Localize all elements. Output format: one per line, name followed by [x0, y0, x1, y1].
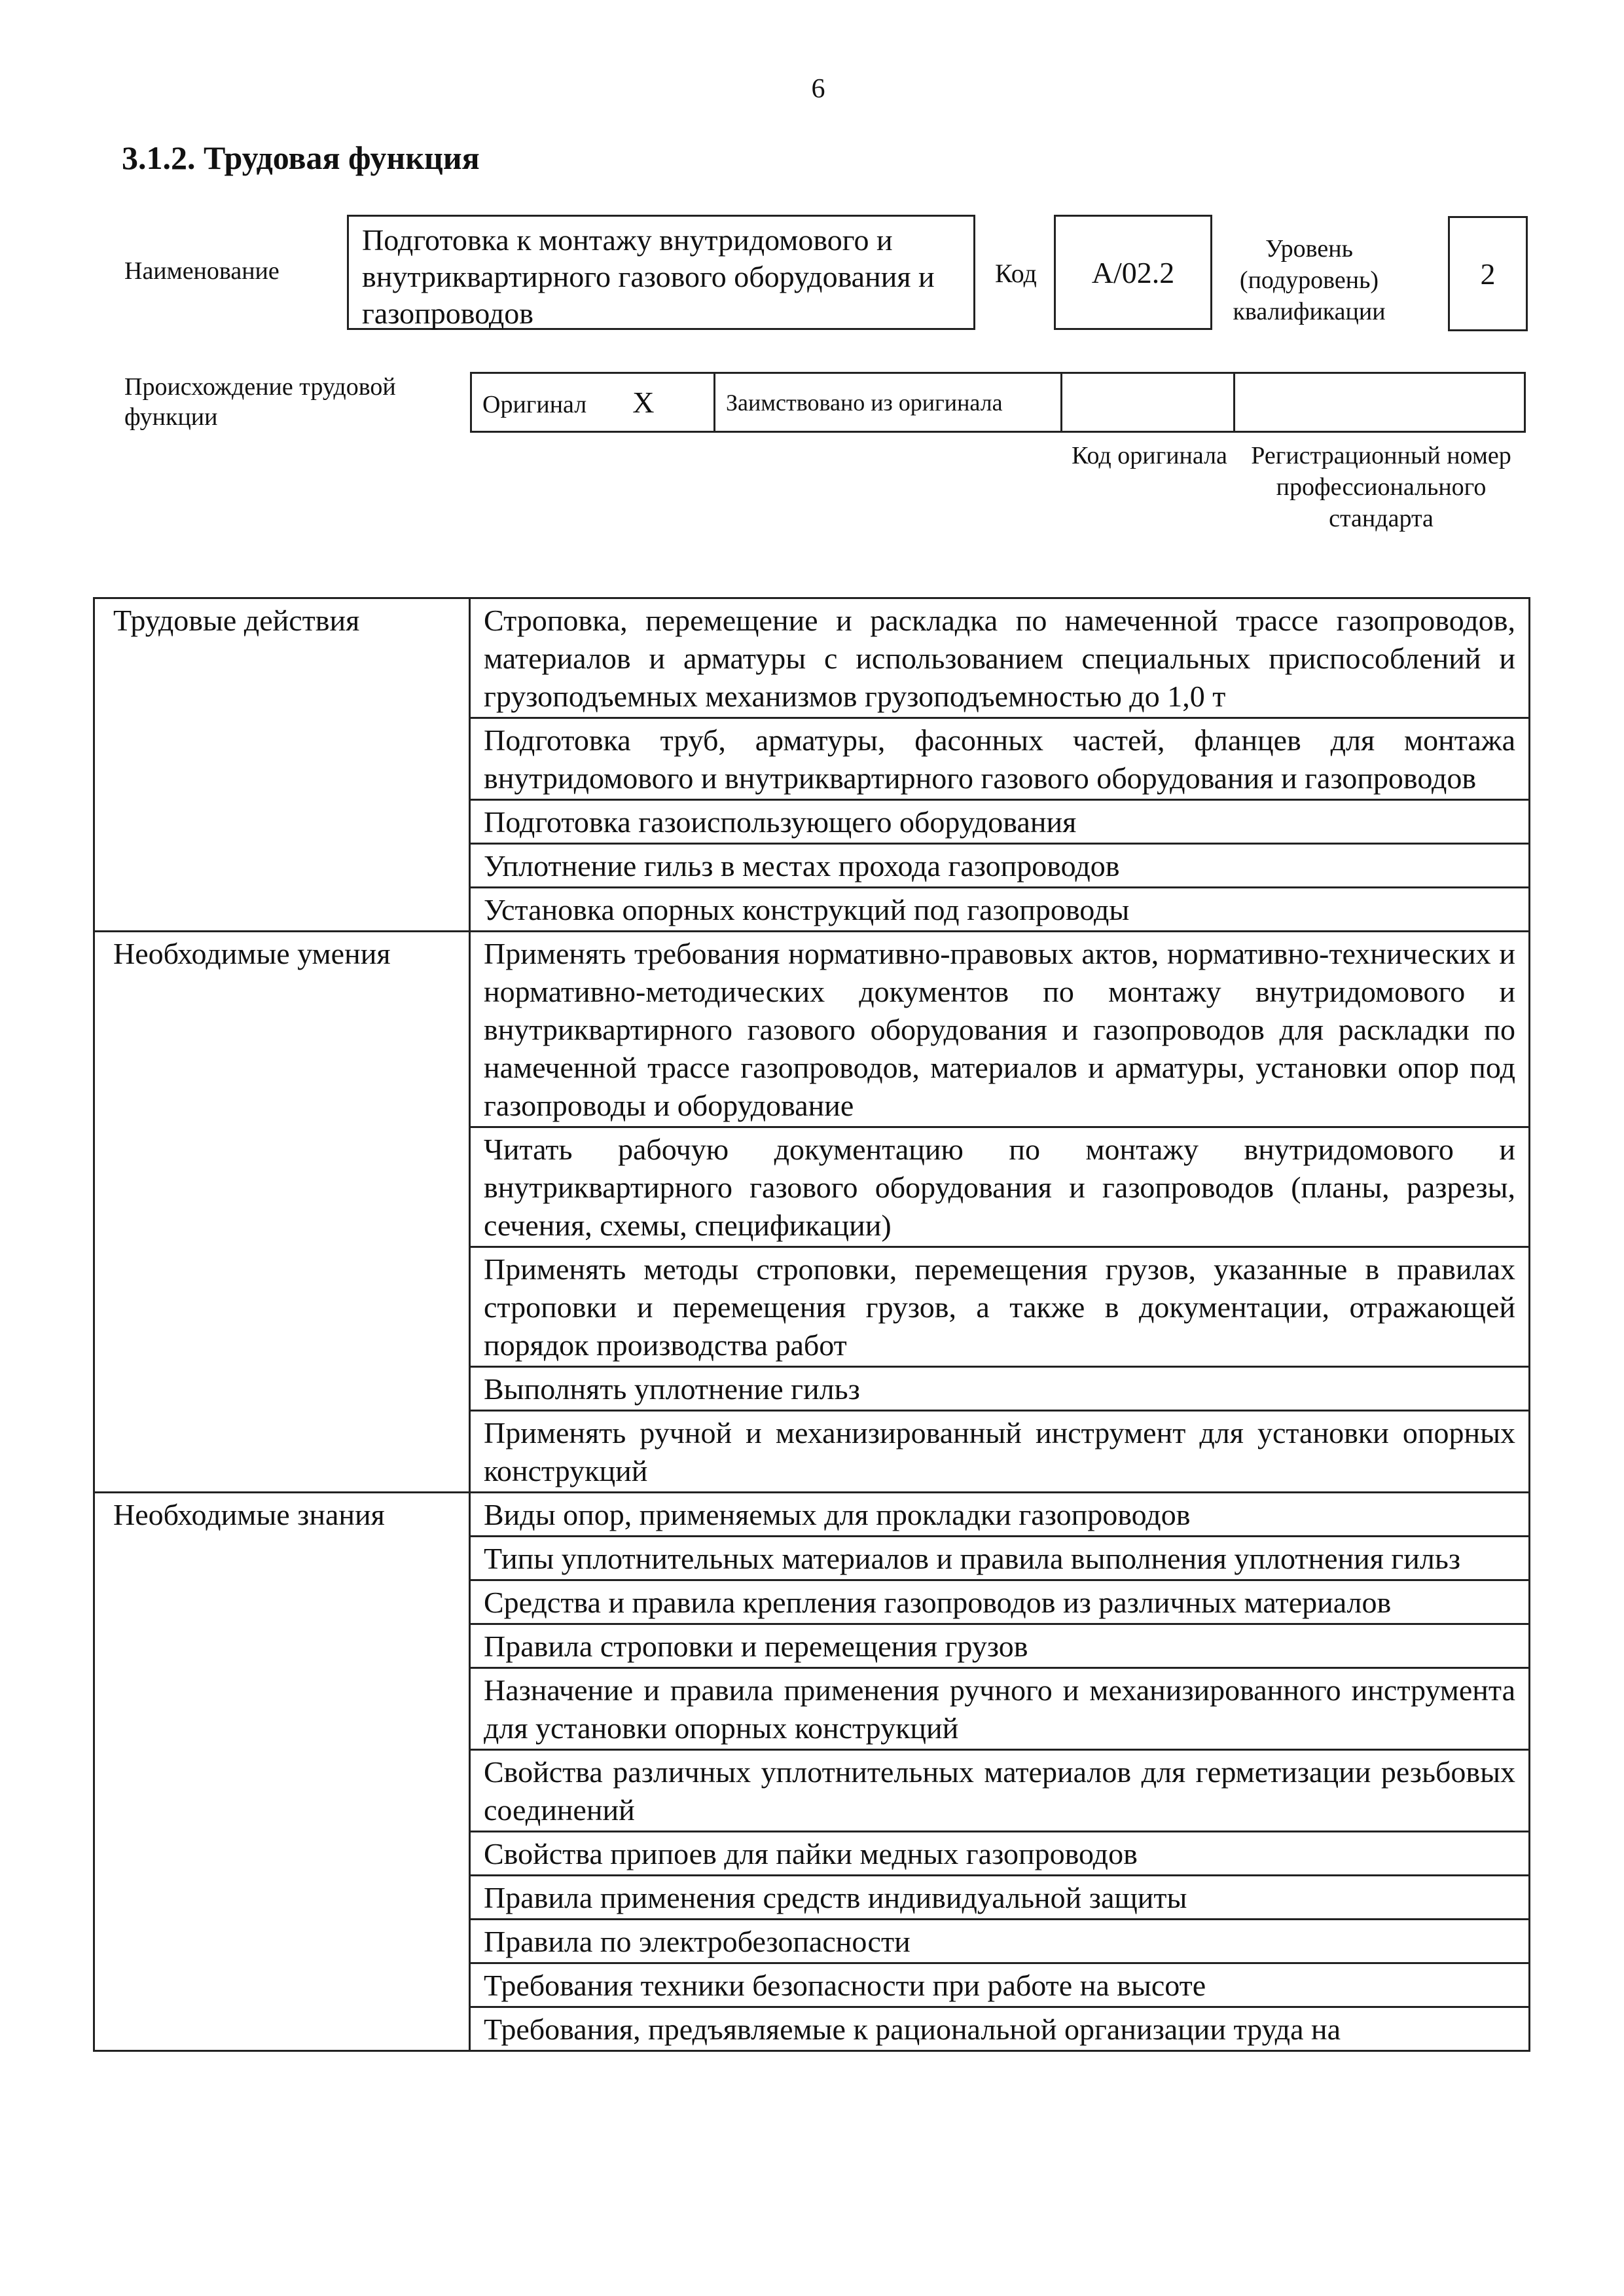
origin-code-caption: Код оригинала	[1072, 442, 1227, 469]
origin-code-cell	[1062, 373, 1235, 432]
qualification-level-label: Уровень (подуровень) квалификации	[1233, 235, 1386, 325]
section-item-cell: Свойства различных уплотнительных материалов для герметизации резьбовых соединений	[470, 1750, 1530, 1832]
section-category-cell: Трудовые действия	[94, 598, 470, 932]
function-code-box: A/02.2	[1054, 215, 1212, 330]
section-item-cell: Свойства припоев для пайки медных газопроводов	[470, 1832, 1530, 1876]
section-item-cell: Типы уплотнительных материалов и правила выполнения уплотнения гильз	[470, 1537, 1530, 1580]
origin-table	[470, 372, 1526, 433]
function-name-box: Подготовка к монтажу внутридомового и внутриквартирного газового оборудования и газопроводов	[347, 215, 975, 330]
origin-original-label: Оригинал	[482, 391, 587, 418]
table-row	[94, 1493, 1530, 1537]
section-item-cell: Применять методы строповки, перемещения грузов, указанные в правилах строповки и перемещения грузов, а также в документации, отражающей порядок производства работ	[470, 1247, 1530, 1367]
section-item-cell: Установка опорных конструкций под газопроводы	[470, 888, 1530, 932]
section-item-cell: Подготовка труб, арматуры, фасонных частей, фланцев для монтажа внутридомового и внутриквартирного газового оборудования и газопроводов	[470, 718, 1530, 800]
section-item-cell: Применять требования нормативно-правовых актов, нормативно-технических и нормативно-методических документов по монтажу внутридомового и внутриквартирного газового оборудования и газопроводов для раскладки по намеченной трассе газопроводов, материалов и арматуры, установки опор под газопроводы и оборудование	[470, 932, 1530, 1127]
code-label: Код	[995, 259, 1037, 288]
name-label: Наименование	[124, 257, 280, 285]
section-category-cell: Необходимые знания	[94, 1493, 470, 2051]
section-item-cell: Уплотнение гильз в местах прохода газопроводов	[470, 844, 1530, 888]
qualification-level-box: 2	[1448, 216, 1528, 331]
origin-reg-caption: Регистрационный номер профессионального стандарта	[1251, 442, 1511, 532]
section-item-cell: Назначение и правила применения ручного и механизированного инструмента для установки опорных конструкций	[470, 1668, 1530, 1750]
function-details-body	[94, 598, 1530, 2051]
section-item-cell: Требования техники безопасности при работе на высоте	[470, 1963, 1530, 2007]
section-item-cell: Правила строповки и перемещения грузов	[470, 1624, 1530, 1668]
table-row	[94, 932, 1530, 1127]
section-item-cell: Строповка, перемещение и раскладка по намеченной трассе газопроводов, материалов и арматуры с использованием специальных приспособлений и грузоподъемных механизмов грузоподъемностью до 1,0 т	[470, 598, 1530, 718]
origin-label: Происхождение трудовой функции	[124, 373, 396, 431]
section-category-cell: Необходимые умения	[94, 932, 470, 1493]
section-item-cell: Правила по электробезопасности	[470, 1920, 1530, 1963]
page-number: 6	[811, 74, 825, 104]
section-item-cell: Читать рабочую документацию по монтажу внутридомового и внутриквартирного газового оборудования и газопроводов (планы, разрезы, сечения, схемы, спецификации)	[470, 1127, 1530, 1247]
section-item-cell: Подготовка газоиспользующего оборудования	[470, 800, 1530, 844]
section-item-cell: Требования, предъявляемые к рациональной организации труда на	[470, 2007, 1530, 2051]
section-item-cell: Выполнять уплотнение гильз	[470, 1367, 1530, 1411]
section-title: 3.1.2. Трудовая функция	[122, 139, 480, 176]
origin-borrowed-cell: Заимствовано из оригинала	[715, 373, 1062, 432]
section-item-cell: Средства и правила крепления газопроводов из различных материалов	[470, 1580, 1530, 1624]
origin-original-mark: X	[632, 386, 655, 419]
origin-reg-number-cell	[1235, 373, 1525, 432]
table-row	[94, 598, 1530, 718]
function-details-table	[93, 597, 1530, 2052]
section-item-cell: Правила применения средств индивидуальной защиты	[470, 1876, 1530, 1920]
origin-original-cell	[471, 373, 715, 432]
section-item-cell: Применять ручной и механизированный инструмент для установки опорных конструкций	[470, 1411, 1530, 1493]
section-item-cell: Виды опор, применяемых для прокладки газопроводов	[470, 1493, 1530, 1537]
